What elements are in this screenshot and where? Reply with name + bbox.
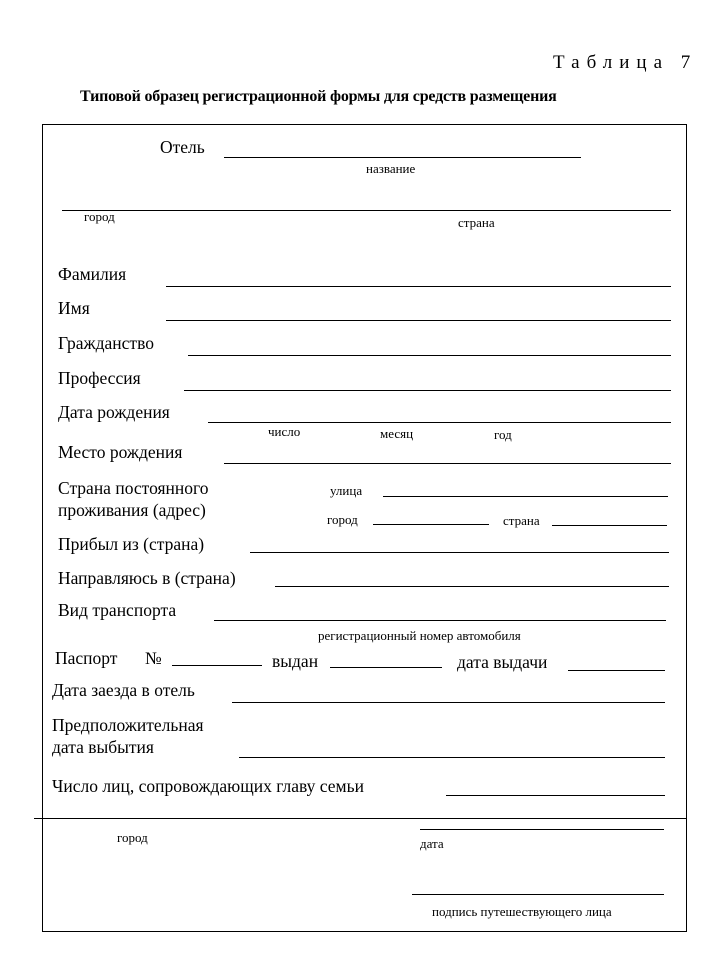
city-hint: город bbox=[84, 209, 115, 224]
footer-city-hint: город bbox=[117, 830, 148, 845]
hotel-location-field[interactable] bbox=[62, 210, 671, 211]
table-caption: Таблица 7 bbox=[553, 52, 698, 73]
birth-date-label: Дата рождения bbox=[58, 402, 170, 422]
passport-number-sign: № bbox=[145, 648, 162, 668]
citizenship-field[interactable] bbox=[188, 355, 671, 356]
birth-date-field[interactable] bbox=[208, 422, 671, 423]
profession-label: Профессия bbox=[58, 368, 141, 388]
profession-field[interactable] bbox=[184, 390, 671, 391]
citizenship-label: Гражданство bbox=[58, 333, 154, 353]
transport-field[interactable] bbox=[214, 620, 666, 621]
residence-country-hint: страна bbox=[503, 513, 540, 528]
issue-date-field[interactable] bbox=[568, 670, 665, 671]
footer-divider bbox=[34, 818, 687, 819]
hotel-name-hint: название bbox=[366, 161, 416, 176]
companions-label: Число лиц, сопровождающих главу семьи bbox=[52, 776, 364, 796]
passport-label: Паспорт bbox=[55, 648, 118, 668]
residence-country-field[interactable] bbox=[552, 525, 667, 526]
residence-city-hint: город bbox=[327, 512, 358, 527]
issued-field[interactable] bbox=[330, 667, 442, 668]
form-title: Типовой образец регистрационной формы для средств размещения bbox=[80, 88, 557, 105]
residence-label-line1: Страна постоянного bbox=[58, 478, 209, 498]
birth-month-hint: месяц bbox=[380, 426, 414, 441]
street-hint: улица bbox=[330, 483, 363, 498]
car-number-hint: регистрационный номер автомобиля bbox=[318, 628, 521, 643]
departure-label-line1: Предположительная bbox=[52, 715, 204, 735]
residence-label-line2: проживания (адрес) bbox=[58, 500, 206, 520]
arrived-from-field[interactable] bbox=[250, 552, 669, 553]
birth-place-label: Место рождения bbox=[58, 442, 183, 462]
surname-field[interactable] bbox=[166, 286, 671, 287]
footer-date-hint: дата bbox=[420, 836, 444, 851]
issued-label: выдан bbox=[272, 651, 319, 671]
passport-number-field[interactable] bbox=[172, 665, 262, 666]
issue-date-label: дата выдачи bbox=[457, 652, 548, 672]
departure-label-line2: дата выбытия bbox=[52, 737, 154, 757]
hotel-label: Отель bbox=[160, 137, 205, 157]
heading-to-field[interactable] bbox=[275, 586, 669, 587]
checkin-label: Дата заезда в отель bbox=[52, 680, 195, 700]
form-frame bbox=[42, 124, 687, 932]
name-field[interactable] bbox=[166, 320, 671, 321]
arrived-from-label: Прибыл из (страна) bbox=[58, 534, 205, 554]
name-label: Имя bbox=[58, 298, 90, 318]
companions-field[interactable] bbox=[446, 795, 665, 796]
birth-place-field[interactable] bbox=[224, 463, 671, 464]
surname-label: Фамилия bbox=[58, 264, 127, 284]
hotel-name-field[interactable] bbox=[224, 157, 581, 158]
transport-label: Вид транспорта bbox=[58, 600, 177, 620]
departure-field[interactable] bbox=[239, 757, 665, 758]
country-hint: страна bbox=[458, 215, 495, 230]
street-field[interactable] bbox=[383, 496, 668, 497]
checkin-field[interactable] bbox=[232, 702, 665, 703]
heading-to-label: Направляюсь в (страна) bbox=[58, 568, 236, 588]
signature-field[interactable] bbox=[412, 894, 664, 895]
birth-day-hint: число bbox=[268, 424, 301, 439]
birth-year-hint: год bbox=[494, 427, 512, 442]
residence-city-field[interactable] bbox=[373, 524, 489, 525]
signature-hint: подпись путешествующего лица bbox=[432, 904, 612, 919]
date-field[interactable] bbox=[420, 829, 664, 830]
